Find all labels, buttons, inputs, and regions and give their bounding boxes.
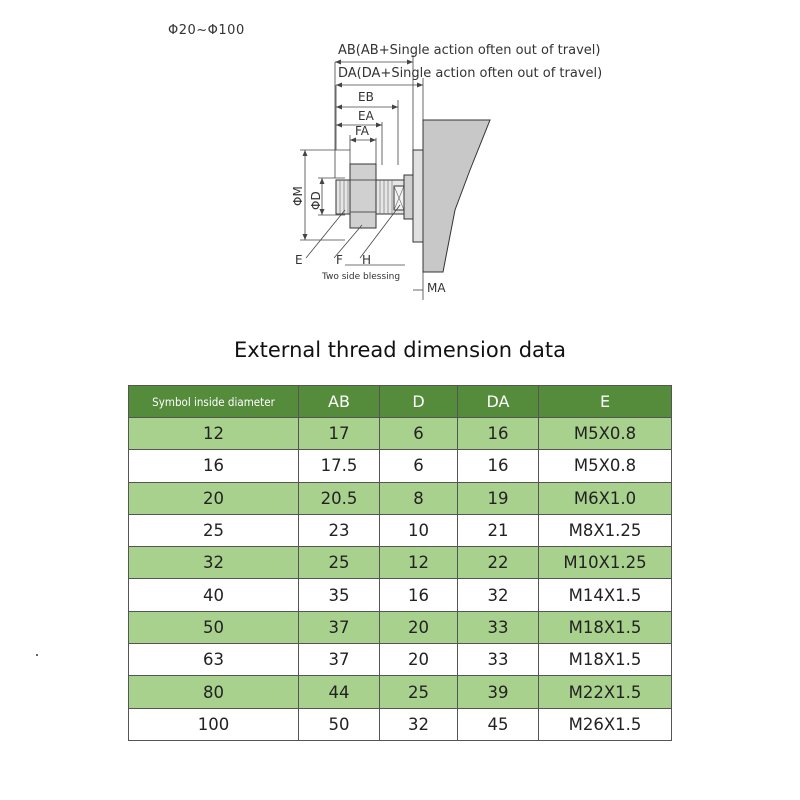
cell-da: 32: [458, 579, 539, 611]
table-row: [129, 514, 672, 546]
cell-diameter: 20: [129, 482, 299, 514]
cell-e: M5X0.8: [539, 450, 672, 482]
header-e: E: [539, 386, 672, 418]
cell-diameter: 32: [129, 547, 299, 579]
table-row: [129, 418, 672, 450]
header-da: DA: [458, 386, 539, 418]
cell-da: 39: [458, 676, 539, 708]
table-row: [129, 611, 672, 643]
cell-ab: 37: [299, 644, 380, 676]
label-ab: AB(AB+Single action often out of travel): [338, 43, 601, 58]
end-plate: [413, 150, 423, 242]
header-d: D: [380, 386, 458, 418]
label-da: DA(DA+Single action often out of travel): [338, 66, 603, 81]
cell-e: M14X1.5: [539, 579, 672, 611]
label-e: E: [295, 253, 303, 267]
cell-da: 45: [458, 708, 539, 740]
cell-ab: 44: [299, 676, 380, 708]
cell-e: M18X1.5: [539, 644, 672, 676]
label-ea: EA: [358, 109, 374, 123]
cell-diameter: 12: [129, 418, 299, 450]
cell-d: 6: [380, 450, 458, 482]
cell-diameter: 63: [129, 644, 299, 676]
table-row: [129, 579, 672, 611]
cell-d: 25: [380, 676, 458, 708]
cell-d: 8: [380, 482, 458, 514]
cell-d: 12: [380, 547, 458, 579]
rod-flange: [404, 175, 413, 219]
cell-diameter: 80: [129, 676, 299, 708]
hex-nut: [350, 164, 376, 228]
thread-dimension-diagram: [0, 0, 800, 320]
cell-e: M18X1.5: [539, 611, 672, 643]
cell-ab: 35: [299, 579, 380, 611]
cell-e: M26X1.5: [539, 708, 672, 740]
label-two-side-blessing: Two side blessing: [322, 272, 401, 282]
table-row: [129, 547, 672, 579]
header-symbol-inside-diameter: Symbol inside diameter: [129, 386, 299, 418]
header-ab: AB: [299, 386, 380, 418]
section-title: External thread dimension data: [233, 338, 567, 362]
cell-da: 33: [458, 644, 539, 676]
table-row: [129, 644, 672, 676]
cell-d: 10: [380, 514, 458, 546]
cell-da: 19: [458, 482, 539, 514]
cell-diameter: 50: [129, 611, 299, 643]
label-f: F: [336, 253, 343, 267]
range-label: Φ20~Φ100: [168, 23, 245, 38]
label-phi-m: ΦM: [291, 186, 305, 206]
cell-da: 33: [458, 611, 539, 643]
cell-ab: 17.5: [299, 450, 380, 482]
stray-dot: [36, 654, 38, 656]
cell-da: 21: [458, 514, 539, 546]
cell-da: 16: [458, 418, 539, 450]
cell-e: M22X1.5: [539, 676, 672, 708]
cell-ab: 50: [299, 708, 380, 740]
cell-e: M8X1.25: [539, 514, 672, 546]
table-row: [129, 708, 672, 740]
table-row: [129, 482, 672, 514]
cell-d: 6: [380, 418, 458, 450]
cell-diameter: 16: [129, 450, 299, 482]
cell-da: 16: [458, 450, 539, 482]
cell-e: M5X0.8: [539, 418, 672, 450]
label-eb: EB: [358, 90, 374, 104]
table-row: [129, 676, 672, 708]
cell-ab: 20.5: [299, 482, 380, 514]
cell-e: M10X1.25: [539, 547, 672, 579]
table-header-row: [129, 386, 672, 418]
cell-ab: 25: [299, 547, 380, 579]
cell-ab: 23: [299, 514, 380, 546]
table-row: [129, 450, 672, 482]
cell-e: M6X1.0: [539, 482, 672, 514]
cell-d: 20: [380, 644, 458, 676]
label-ma: MA: [427, 281, 446, 295]
cell-diameter: 40: [129, 579, 299, 611]
cell-ab: 17: [299, 418, 380, 450]
cell-diameter: 100: [129, 708, 299, 740]
cell-d: 16: [380, 579, 458, 611]
label-h: H: [362, 253, 372, 267]
cell-diameter: 25: [129, 514, 299, 546]
label-fa: FA: [355, 124, 370, 138]
cylinder-body: [423, 120, 490, 272]
cell-da: 22: [458, 547, 539, 579]
thread-dimension-table: [128, 385, 672, 741]
cell-ab: 37: [299, 611, 380, 643]
cell-d: 20: [380, 611, 458, 643]
cell-d: 32: [380, 708, 458, 740]
label-phi-d: ΦD: [309, 191, 323, 210]
